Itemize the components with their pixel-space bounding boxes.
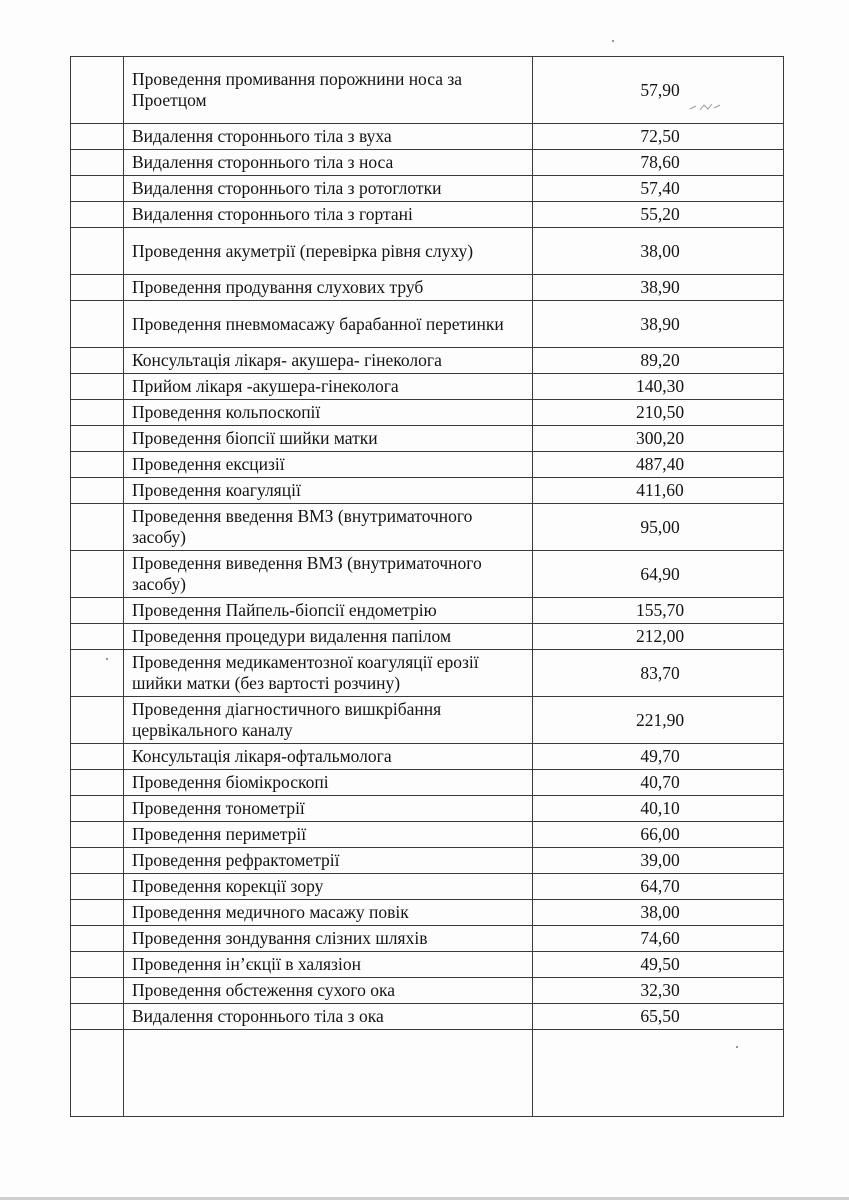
service-price <box>533 176 784 202</box>
row-number-cell <box>71 176 124 202</box>
table-row <box>71 900 784 926</box>
service-price-value: 74,60 <box>640 928 680 948</box>
service-price-value: 65,50 <box>640 1006 680 1026</box>
row-number-cell <box>71 374 124 400</box>
row-number-cell <box>71 874 124 900</box>
services-price-table <box>70 56 784 1117</box>
table-row <box>71 150 784 176</box>
service-price <box>533 650 784 697</box>
service-price-value: 55,20 <box>640 204 680 224</box>
service-name: Видалення стороннього тіла з ока <box>124 1004 533 1030</box>
table-row <box>71 551 784 598</box>
service-price-value: 64,90 <box>640 563 680 584</box>
service-price-value: 89,20 <box>640 350 680 370</box>
table-row-empty <box>71 1030 784 1117</box>
row-number-cell <box>71 926 124 952</box>
service-price-value: 32,30 <box>640 980 680 1000</box>
service-price-value: 38,00 <box>640 240 680 261</box>
service-price <box>533 952 784 978</box>
service-price-value: 487,40 <box>635 454 685 474</box>
table-row <box>71 1004 784 1030</box>
table-row <box>71 374 784 400</box>
service-price <box>533 624 784 650</box>
service-price-value: 83,70 <box>640 662 680 683</box>
row-number-cell <box>71 744 124 770</box>
service-price-value: 49,70 <box>640 746 680 766</box>
service-price <box>533 452 784 478</box>
empty-cell <box>124 1030 533 1117</box>
table-row <box>71 202 784 228</box>
table-row <box>71 57 784 124</box>
table-row <box>71 478 784 504</box>
row-number-cell <box>71 400 124 426</box>
table-row <box>71 952 784 978</box>
table-row <box>71 624 784 650</box>
service-price-value: 411,60 <box>636 480 684 500</box>
service-name: Проведення кольпоскопії <box>124 400 533 426</box>
service-price <box>533 124 784 150</box>
service-name: Видалення стороннього тіла з ротоглотки <box>124 176 533 202</box>
table-row <box>71 650 784 697</box>
service-name: Проведення введення ВМЗ (внутриматочного засобу) <box>124 504 533 551</box>
service-price <box>533 478 784 504</box>
service-name: Проведення продування слухових труб <box>124 275 533 301</box>
table-row <box>71 504 784 551</box>
row-number-cell <box>71 124 124 150</box>
service-price <box>533 874 784 900</box>
service-price <box>533 301 784 348</box>
service-price <box>533 57 784 124</box>
table-row <box>71 176 784 202</box>
service-name: Проведення корекції зору <box>124 874 533 900</box>
service-price-value: 140,30 <box>635 376 685 396</box>
table-row <box>71 275 784 301</box>
scan-speck <box>612 40 614 42</box>
row-number-cell <box>71 301 124 348</box>
service-price <box>533 150 784 176</box>
row-number-cell <box>71 348 124 374</box>
row-number-cell <box>71 426 124 452</box>
row-number-cell <box>71 770 124 796</box>
service-name: Прийом лікаря -акушера-гінеколога <box>124 374 533 400</box>
service-price-value: 38,90 <box>640 313 680 334</box>
service-name: Проведення рефрактометрії <box>124 848 533 874</box>
service-name: Проведення процедури видалення папілом <box>124 624 533 650</box>
service-price-value: 155,70 <box>635 600 685 620</box>
service-price <box>533 900 784 926</box>
row-number-cell <box>71 452 124 478</box>
service-price <box>533 770 784 796</box>
table-row <box>71 744 784 770</box>
table-row <box>71 796 784 822</box>
service-name: Проведення пневмомасажу барабанної перетинки <box>124 301 533 348</box>
row-number-cell <box>71 1004 124 1030</box>
service-name: Проведення обстеження сухого ока <box>124 978 533 1004</box>
row-number-cell <box>71 598 124 624</box>
service-name: Проведення медичного масажу повік <box>124 900 533 926</box>
row-number-cell <box>71 1030 124 1117</box>
row-number-cell <box>71 900 124 926</box>
service-price-value: 300,20 <box>635 428 685 448</box>
row-number-cell <box>71 150 124 176</box>
table-row <box>71 874 784 900</box>
service-price-value: 38,00 <box>640 902 680 922</box>
table-row <box>71 978 784 1004</box>
table-row <box>71 770 784 796</box>
service-price-value: 78,60 <box>640 152 680 172</box>
table-row <box>71 124 784 150</box>
service-price <box>533 744 784 770</box>
service-price <box>533 504 784 551</box>
service-name: Проведення ін’єкції в халязіон <box>124 952 533 978</box>
service-price <box>533 426 784 452</box>
service-name: Проведення біопсії шийки матки <box>124 426 533 452</box>
row-number-cell <box>71 650 124 697</box>
service-name: Проведення медикаментозної коагуляції ерозії шийки матки (без вартості розчину) <box>124 650 533 697</box>
service-price-value: 72,50 <box>640 126 680 146</box>
table-row <box>71 348 784 374</box>
service-price-value: 57,90 <box>640 79 680 100</box>
row-number-cell <box>71 478 124 504</box>
service-price <box>533 796 784 822</box>
service-name: Проведення виведення ВМЗ (внутриматочного засобу) <box>124 551 533 598</box>
service-name: Проведення ексцизії <box>124 452 533 478</box>
row-number-cell <box>71 848 124 874</box>
table-row <box>71 926 784 952</box>
service-name: Консультація лікаря- акушера- гінеколога <box>124 348 533 374</box>
service-price <box>533 697 784 744</box>
service-price <box>533 228 784 275</box>
table-row <box>71 400 784 426</box>
table-row <box>71 822 784 848</box>
service-price-value: 49,50 <box>640 954 680 974</box>
service-price <box>533 400 784 426</box>
row-number-cell <box>71 202 124 228</box>
service-price <box>533 202 784 228</box>
service-price-value: 40,10 <box>640 798 680 818</box>
service-price-value: 66,00 <box>640 824 680 844</box>
row-number-cell <box>71 275 124 301</box>
service-price <box>533 926 784 952</box>
service-price-value: 210,50 <box>635 402 685 422</box>
service-name: Проведення біомікроскопі <box>124 770 533 796</box>
service-price-value: 212,00 <box>635 626 685 646</box>
row-number-cell <box>71 978 124 1004</box>
service-price <box>533 822 784 848</box>
service-name: Консультація лікаря-офтальмолога <box>124 744 533 770</box>
row-number-cell <box>71 796 124 822</box>
row-number-cell <box>71 952 124 978</box>
service-name: Видалення стороннього тіла з вуха <box>124 124 533 150</box>
service-price <box>533 551 784 598</box>
service-price-value: 40,70 <box>640 772 680 792</box>
row-number-cell <box>71 504 124 551</box>
table-row <box>71 301 784 348</box>
service-price <box>533 848 784 874</box>
row-number-cell <box>71 822 124 848</box>
service-price-value: 64,70 <box>640 876 680 896</box>
service-name: Проведення тонометрії <box>124 796 533 822</box>
service-name: Проведення коагуляції <box>124 478 533 504</box>
service-name: Видалення стороннього тіла з гортані <box>124 202 533 228</box>
service-name: Проведення зондування слізних шляхів <box>124 926 533 952</box>
table-row <box>71 848 784 874</box>
service-name: Проведення периметрії <box>124 822 533 848</box>
service-price <box>533 598 784 624</box>
service-name: Проведення Пайпель-біопсії ендометрію <box>124 598 533 624</box>
empty-cell <box>533 1030 784 1117</box>
service-price-value: 38,90 <box>640 277 680 297</box>
service-price <box>533 348 784 374</box>
service-price-value: 57,40 <box>640 178 680 198</box>
service-price <box>533 978 784 1004</box>
service-price <box>533 1004 784 1030</box>
table-row <box>71 228 784 275</box>
service-price <box>533 374 784 400</box>
table-row <box>71 697 784 744</box>
service-price-value: 221,90 <box>635 709 685 730</box>
service-name: Видалення стороннього тіла з носа <box>124 150 533 176</box>
table-row <box>71 598 784 624</box>
table-row <box>71 426 784 452</box>
service-name: Проведення акуметрії (перевірка рівня слуху) <box>124 228 533 275</box>
row-number-cell <box>71 551 124 598</box>
table-row <box>71 452 784 478</box>
row-number-cell <box>71 624 124 650</box>
service-price <box>533 275 784 301</box>
row-number-cell <box>71 697 124 744</box>
row-number-cell <box>71 57 124 124</box>
service-name: Проведення промивання порожнини носа за Проетцом <box>124 57 533 124</box>
row-number-cell <box>71 228 124 275</box>
service-name: Проведення діагностичного вишкрібання цервікального каналу <box>124 697 533 744</box>
service-price-value: 95,00 <box>640 516 680 537</box>
service-price-value: 39,00 <box>640 850 680 870</box>
